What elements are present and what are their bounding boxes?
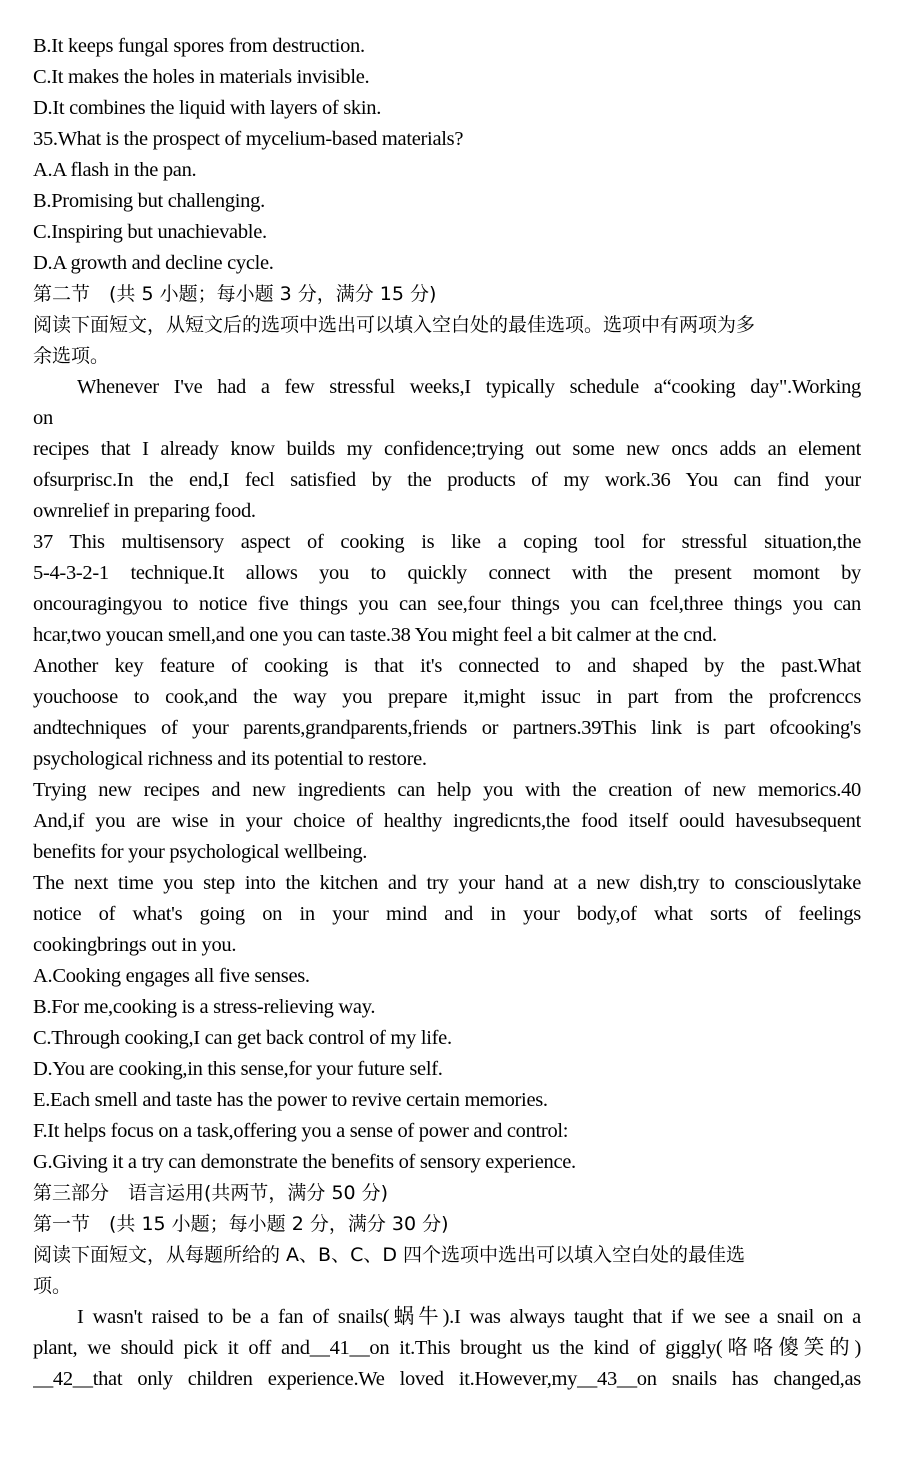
part-3-instructions: 阅读下面短文，从每题所给的 A、B、C、D 四个选项中选出可以填入空白处的最佳选: [33, 1244, 746, 1266]
option-35-a: A.A flash in the pan.: [33, 159, 197, 181]
passage-line: cookingbrings out in you.: [33, 934, 237, 956]
choice-e: E.Each smell and taste has the power to revive certain memories.: [33, 1089, 548, 1111]
question-35: 35.What is the prospect of mycelium-based materials?: [33, 128, 464, 150]
part-3-instructions-cont: 项。: [33, 1275, 72, 1297]
passage-line: andtechniques of your parents,grandparents,friends or partners.39This link is part ofcooking's: [33, 717, 861, 739]
section-2-instructions: 阅读下面短文，从短文后的选项中选出可以填入空白处的最佳选项。选项中有两项为多: [33, 314, 756, 336]
option-35-c: C.Inspiring but unachievable.: [33, 221, 267, 243]
passage-line: on: [33, 407, 53, 429]
option-34-c: C.It makes the holes in materials invisible.: [33, 66, 370, 88]
passage-line: notice of what's going on in your mind and in your body,of what sorts of feelings: [33, 903, 861, 925]
passage-paragraph-2: 37 This multisensory aspect of cooking is like a coping tool for stressful situation,the: [33, 531, 861, 553]
section-2-heading: 第二节 (共 5 小题；每小题 3 分，满分 15 分): [33, 283, 437, 305]
passage-paragraph-5: The next time you step into the kitchen and try your hand at a new dish,try to consciouslytake: [33, 872, 861, 894]
option-34-b: B.It keeps fungal spores from destruction.: [33, 35, 365, 57]
passage-line: recipes that I already know builds my confidence;trying out some new oncs adds an element: [33, 438, 861, 460]
passage-line: benefits for your psychological wellbeing.: [33, 841, 368, 863]
choice-f: F.It helps focus on a task,offering you a sense of power and control:: [33, 1120, 569, 1142]
part-3-section-1-heading: 第一节 (共 15 小题；每小题 2 分，满分 30 分): [33, 1213, 449, 1235]
passage-line: hcar,two youcan smell,and one you can taste.38 You might feel a bit calmer at the cnd.: [33, 624, 717, 646]
passage-line: ofsurprisc.In the end,I fecl satisfied by the products of my work.36 You can find your: [33, 469, 861, 491]
passage-line: youchoose to cook,and the way you prepare it,might issuc in part from the profcrenccs: [33, 686, 861, 708]
passage-line: psychological richness and its potential to restore.: [33, 748, 427, 770]
option-34-d: D.It combines the liquid with layers of skin.: [33, 97, 382, 119]
passage-line: oncouragingyou to notice five things you can see,four things you can fcel,three things you can: [33, 593, 861, 615]
choice-g: G.Giving it a try can demonstrate the benefits of sensory experience.: [33, 1151, 576, 1173]
passage-line: 5-4-3-2-1 technique.It allows you to quickly connect with the present momont by: [33, 562, 861, 584]
cloze-paragraph-1: I wasn't raised to be a fan of snails(蜗牛).I was always taught that if we see a snail on a: [77, 1306, 861, 1328]
passage-paragraph-4: Trying new recipes and new ingredients can help you with the creation of new memorics.40: [33, 779, 861, 801]
cloze-line: __42__that only children experience.We loved it.However,my__43__on snails has changed,as: [33, 1368, 861, 1390]
option-35-b: B.Promising but challenging.: [33, 190, 265, 212]
passage-paragraph-3: Another key feature of cooking is that it's connected to and shaped by the past.What: [33, 655, 861, 677]
part-3-heading: 第三部分 语言运用(共两节，满分 50 分): [33, 1182, 389, 1204]
choice-c: C.Through cooking,I can get back control of my life.: [33, 1027, 452, 1049]
choice-b: B.For me,cooking is a stress-relieving way.: [33, 996, 376, 1018]
choice-d: D.You are cooking,in this sense,for your future self.: [33, 1058, 443, 1080]
cloze-line: plant, we should pick it off and__41__on it.This brought us the kind of giggly(咯咯傻笑的): [33, 1337, 861, 1359]
passage-paragraph-1: Whenever I've had a few stressful weeks,I typically schedule a“cooking day".Working: [77, 376, 861, 398]
passage-line: And,if you are wise in your choice of healthy ingredicnts,the food itself oould havesubsequent: [33, 810, 861, 832]
section-2-instructions-cont: 余选项。: [33, 345, 110, 367]
document-page: [33, 31, 861, 1395]
choice-a: A.Cooking engages all five senses.: [33, 965, 310, 987]
option-35-d: D.A growth and decline cycle.: [33, 252, 274, 274]
passage-line: ownrelief in preparing food.: [33, 500, 256, 522]
